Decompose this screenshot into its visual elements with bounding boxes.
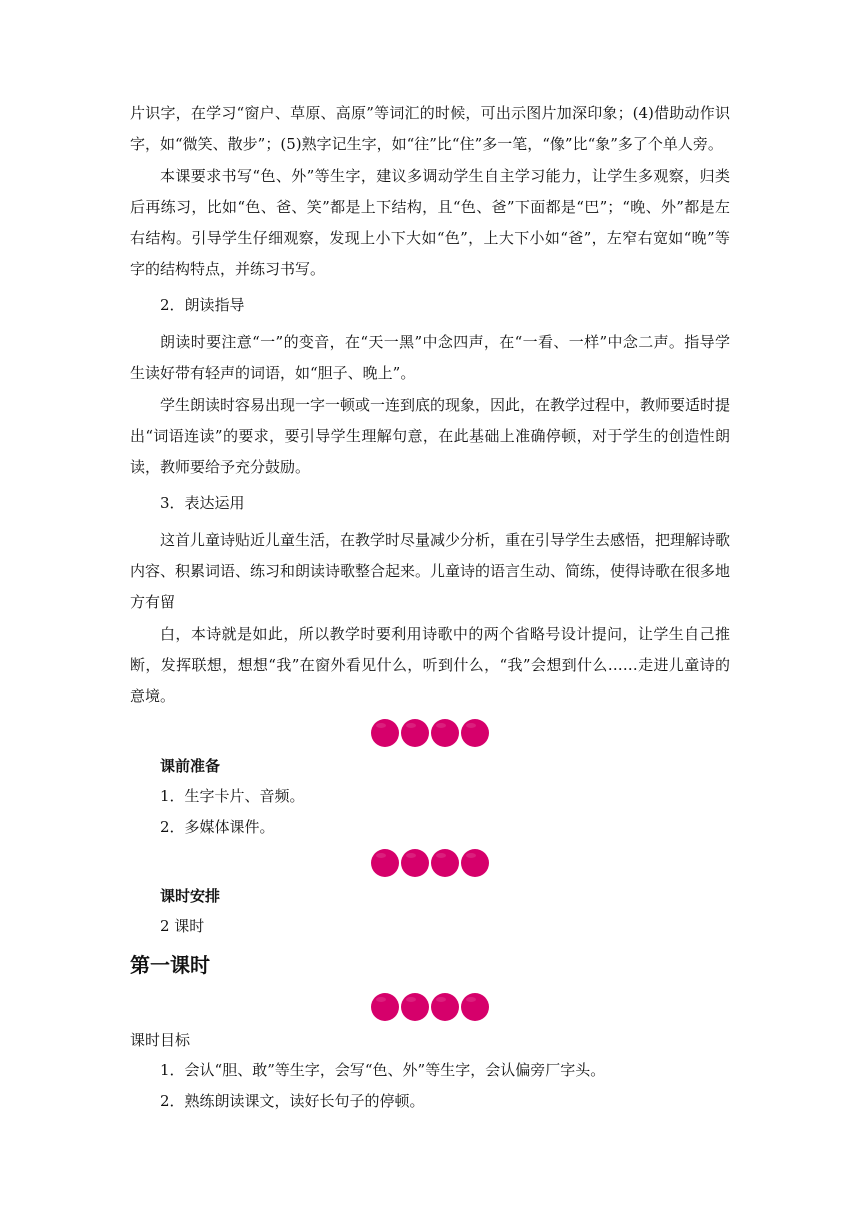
prep-item: 1．生字卡片、音频。 (160, 786, 305, 805)
dot-icon (401, 993, 429, 1021)
dot-icon (461, 849, 489, 877)
section-number: 2． (160, 295, 185, 314)
decorative-dots-divider (130, 989, 730, 1025)
schedule-value: 2 课时 (160, 917, 205, 936)
paragraph-reading-pauses: 学生朗读时容易出现一字一顿或一连到底的现象，因此，在教学过程中，教师要适时提出“词语连读”的要求，要引导学生理解句意，在此基础上准确停顿，对于学生的创造性朗读，教师要给予充分鼓励。 (130, 395, 731, 477)
prep-item: 2．多媒体课件。 (160, 817, 275, 836)
dot-icon (431, 719, 459, 747)
section-heading-reading-guidance (130, 290, 730, 321)
section-heading-text: 表达运用 (184, 493, 245, 512)
dot-icon (401, 719, 429, 747)
schedule-title: 课时安排 (160, 887, 221, 906)
dot-icon (461, 993, 489, 1021)
lesson-goal-label: 课时目标 (130, 1030, 191, 1049)
paragraph-poem-imagination: 白，本诗就是如此，所以教学时要利用诗歌中的两个省略号设计提问，让学生自己推断，发挥联想，想想“我”在窗外看见什么，听到什么，“我”会想到什么……走进儿童诗的意境。 (130, 624, 730, 706)
decorative-dots-divider (130, 715, 730, 751)
document-body (130, 98, 730, 1117)
paragraph-writing-guidance: 本课要求书写“色、外”等生字，建议多调动学生自主学习能力，让学生多观察，归类后再练习，比如“色、爸、笑”都是上下结构，且“色、爸”下面都是“巴”；“晚、外”都是左右结构。引导学生仔细观察，发现上小下大如“色”，上大下小如“爸”，左窄右宽如“晚”等字的结构特点，并练习书写。 (130, 166, 730, 279)
dot-icon (461, 719, 489, 747)
section-heading-text: 朗读指导 (184, 295, 245, 314)
paragraph-literacy-methods: 片识字，在学习“窗户、草原、高原”等词汇的时候，可出示图片加深印象；(4)借助动作识字，如“微笑、散步”；(5)熟字记生字，如“往”比“住”多一笔，“像”比“象”多了个单人旁。 (130, 104, 730, 154)
dot-icon (371, 849, 399, 877)
dot-icon (431, 993, 459, 1021)
dot-icon (401, 849, 429, 877)
dot-icon (431, 849, 459, 877)
dot-icon (371, 993, 399, 1021)
decorative-dots-divider (130, 845, 730, 881)
lesson-title: 第一课时 (130, 952, 210, 977)
section-number: 3． (160, 493, 185, 512)
lesson-goal-item: 1．会认“胆、敢”等生字，会写“色、外”等生字，会认偏旁厂字头。 (160, 1060, 606, 1079)
dot-icon (371, 719, 399, 747)
paragraph-poem-teaching: 这首儿童诗贴近儿童生活，在教学时尽量减少分析，重在引导学生去感悟，把理解诗歌内容、积累词语、练习和朗读诗歌整合起来。儿童诗的语言生动、简练，使得诗歌在很多地方有留 (130, 530, 731, 612)
paragraph-reading-tones: 朗读时要注意“一”的变音，在“天一黑”中念四声，在“一看、一样”中念二声。指导学生读好带有轻声的词语，如“胆子、晚上”。 (130, 333, 730, 383)
prep-title: 课前准备 (160, 756, 221, 775)
section-heading-expression (130, 488, 730, 519)
lesson-goal-item: 2．熟练朗读课文，读好长句子的停顿。 (160, 1091, 425, 1110)
